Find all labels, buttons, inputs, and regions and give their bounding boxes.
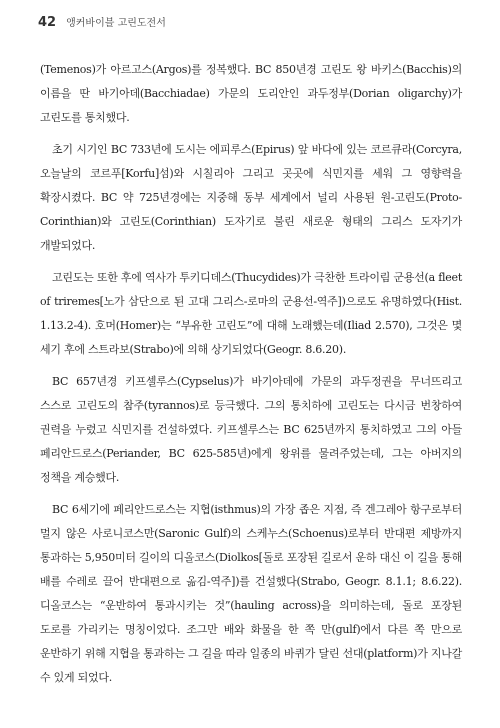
paragraph: BC 657년경 키프셀루스(Cypselus)가 바기아데에 가문의 과두정권을 무너뜨리고 스스로 고린도의 참주(tyrannos)로 등극했다. 그의 통치하에 고린도는 다시금 번창하여 권력을 누렸고 식민지를 건설하였다. 키프셀루스는 BC 625년까지 통치하였고 그의 아들 페리안드로스(Periander, BC 625-585년)에게 왕위를 물려주었는데, 그는 아버지의 정책을 계승했다.	[40, 375, 462, 484]
book-title: 앵커바이블 고린도전서	[66, 18, 166, 29]
paragraph: (Temenos)가 아르고스(Argos)를 정복했다. BC 850년경 고린도 왕 바키스(Bacchis)의 이름을 딴 바기아데(Bacchiadae) 가문의 도리안인 과두정부(Dorian oligarchy)가 고린도를 통치했다.	[40, 63, 462, 124]
body-text	[40, 58, 462, 698]
paragraph: 초기 시기인 BC 733년에 도시는 에피루스(Epirus) 앞 바다에 있는 코르큐라(Corcyra, 오늘날의 코르푸[Korfu]섬)와 시칠리아 그리고 곳곳에 식민지를 세워 그 영향력을 확장시켰다. BC 약 725년경에는 지중해 동부 세계에서 널리 사용된 원-고린도(Proto-Corinthian)와 고린도(Corinthian) 도자기로 불린 새로운 형태의 그리스 도자기가 개발되었다.	[40, 143, 462, 252]
running-header	[38, 14, 166, 34]
page-number: 42	[38, 15, 57, 30]
paragraph: BC 6세기에 페리안드로스는 지협(isthmus)의 가장 좁은 지점, 즉 겐그레아 항구로부터 멀지 않은 사로니코스만(Saronic Gulf)의 스케누스(Schoenus)로부터 반대편 제방까지 통과하는 5,950미터 길이의 디올코스(Diolkos[돌로 포장된 길로서 운하 대신 이 길을 통해 배를 수레로 끌어 반대편으로 옮김-역주])를 건설했다(Strabo, Geogr. 8.1.1; 8.6.22). 디올코스는 “운반하여 통과시키는 것”(hauling across)을 의미하는데, 돌로 포장된 도로를 가리키는 명칭이었다. 조그만 배와 화물을 한 쪽 만(gulf)에서 다른 쪽 만으로 운반하기 위해 지협을 통과하는 그 길을 따라 일종의 바퀴가 달린 선대(platform)가 지나갈 수 있게 되었다.	[40, 503, 462, 684]
paragraph: 고린도는 또한 후에 역사가 투키디데스(Thucydides)가 극찬한 트라이림 군용선(a fleet of triremes[노가 삼단으로 된 고대 그리스-로마의 군용선-역주])으로도 유명하였다(Hist. 1.13.2-4). 호머(Homer)는 “부유한 고린도”에 대해 노래했는데(Iliad 2.570), 그것은 몇 세기 후에 스트라보(Strabo)에 의해 상기되었다(Geogr. 8.6.20).	[40, 271, 462, 356]
